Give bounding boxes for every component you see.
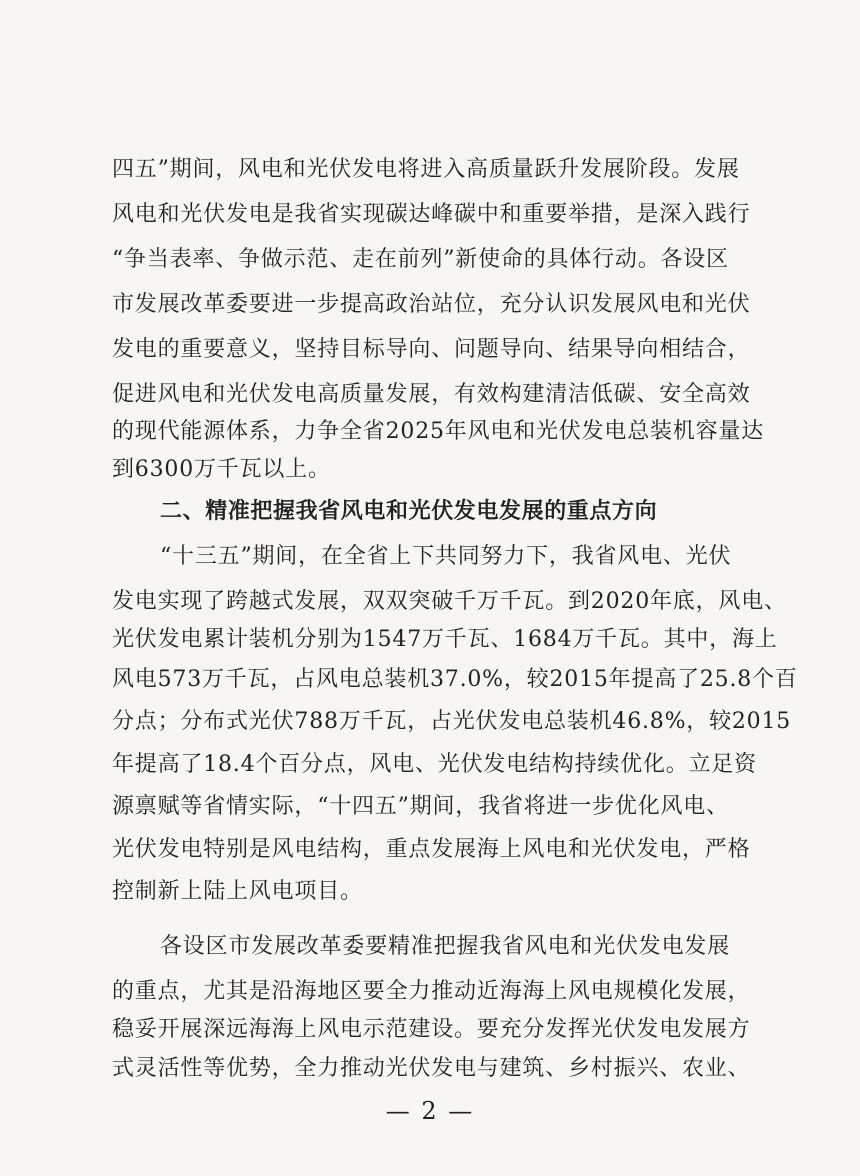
text-line-12: 光伏发电累计装机分别为1547万千瓦、1684万千瓦。其中，海上 xyxy=(112,627,778,652)
text-line-22: 式灵活性等优势，全力推动光伏发电与建筑、乡村振兴、农业、 xyxy=(112,1056,751,1081)
text-line-14: 分点；分布式光伏788万千瓦，占光伏发电总装机46.8%，较2015 xyxy=(112,709,792,734)
text-line-21: 稳妥开展深远海海上风电示范建设。要充分发挥光伏发电发展方 xyxy=(112,1017,751,1042)
text-line-20: 的重点，尤其是沿海地区要全力推动近海海上风电规模化发展， xyxy=(112,979,751,1004)
text-line-8: 到6300万千瓦以上。 xyxy=(112,457,331,482)
text-line-11: 发电实现了跨越式发展，双双突破千万千瓦。到2020年底，风电、 xyxy=(112,589,787,614)
text-line-3: “争当表率、争做示范、走在前列”新使命的具体行动。各设区 xyxy=(112,247,729,272)
text-line-17: 光伏发电特别是风电结构，重点发展海上风电和光伏发电，严格 xyxy=(112,837,751,862)
text-line-7: 的现代能源体系，力争全省2025年风电和光伏发电总装机容量达 xyxy=(112,419,764,444)
text-line-4: 市发展改革委要进一步提高政治站位，充分认识发展风电和光伏 xyxy=(112,292,751,317)
text-line-15: 年提高了18.4个百分点，风电、光伏发电结构持续优化。立足资 xyxy=(112,752,757,777)
text-line-6: 促进风电和光伏发电高质量发展，有效构建清洁低碳、安全高效 xyxy=(112,382,751,407)
text-line-1: 四五”期间，风电和光伏发电将进入高质量跃升发展阶段。发展 xyxy=(112,157,740,182)
text-line-18: 控制新上陆上风电项目。 xyxy=(112,879,363,904)
text-line-13: 风电573万千瓦，占风电总装机37.0%，较2015年提高了25.8个百 xyxy=(112,667,798,692)
text-line-2: 风电和光伏发电是我省实现碳达峰碳中和重要举措，是深入践行 xyxy=(112,202,751,227)
text-line-19: 各设区市发展改革委要精准把握我省风电和光伏发电发展 xyxy=(160,934,731,959)
page-number: — 2 — xyxy=(385,1097,475,1125)
text-line-5: 发电的重要意义，坚持目标导向、问题导向、结果导向相结合， xyxy=(112,337,751,362)
text-line-10: “十三五”期间，在全省上下共同努力下，我省风电、光伏 xyxy=(160,544,732,569)
section-heading: 二、精准把握我省风电和光伏发电发展的重点方向 xyxy=(160,499,658,524)
text-line-16: 源禀赋等省情实际，“十四五”期间，我省将进一步优化风电、 xyxy=(112,794,729,819)
